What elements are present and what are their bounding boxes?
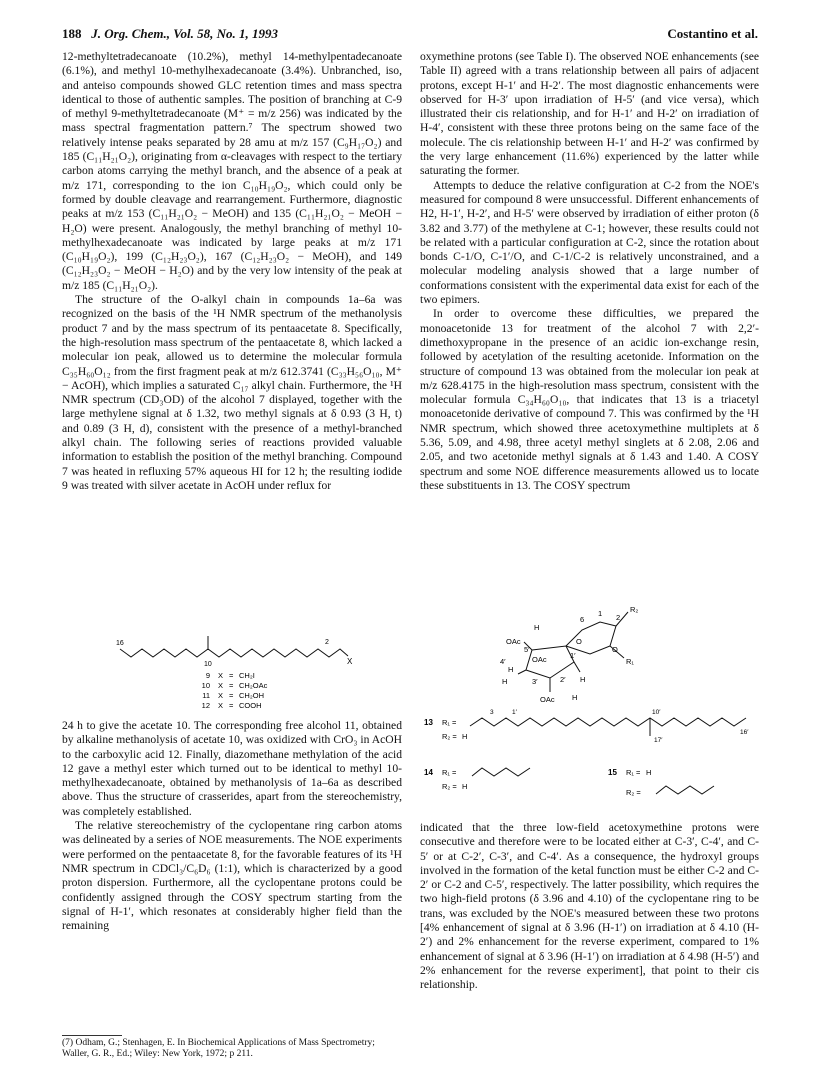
ring-label: R₂ <box>630 605 639 614</box>
ring-label: 2′ <box>560 675 566 684</box>
cmpd-num-10: 10 <box>201 681 210 690</box>
ring-label: 3′ <box>532 677 538 686</box>
cmpd-eq-10: = <box>229 681 234 690</box>
cmpd14-r2-value: H <box>462 782 468 791</box>
journal-citation: J. Org. Chem., Vol. 58, No. 1, 1993 <box>91 26 278 41</box>
left-column-top <box>62 50 402 493</box>
cmpd-eq-12: = <box>229 701 234 710</box>
paragraph: Attempts to deduce the relative configuration at C-2 from the NOE's measured for compound 8 were unsuccessful. Different enhancements of H2, H-1′, H-2′, and H-5′ were observed by irradiation of either proton (δ 3.82 and 3.77) of the methylene at C-1; however, these results could not be related with a particular configuration at C-2, since the rotation about bonds C-1/O, C-1′/O, and C-1/C-2 is relatively unconstrained, and a molecular modeling analysis showed that a large number of conformations consistent with the experimental data exist for each of the two epimers. <box>420 178 759 307</box>
ring-label: H <box>502 677 508 686</box>
left-column-bottom <box>62 719 402 933</box>
paragraph: indicated that the three low-field acetoxymethine protons were consecutive and therefore were to be located either at C-3′, C-4′, and C-5′ or at C-2′, C-3′, and C-4′. As a consequence, the hydroxyl groups involved in the formation of the ketal function must be either C-2 and C-2′ or C-2 and C-5′, respectively. The latter possibility, which requires the two high-field protons (δ 3.96 and 4.10) of the cyclopentane ring to be trans, was excluded by the NOE's measured between these two protons [4% enhancement of signal at δ 3.96 (H-1′) on irradiation at δ 4.10 (H-2′) and 2% enhancement for the reverse experiment, compared to 1% enhancement of signal at δ 3.96 (H-1′) on irradiation at δ 4.98 (H-5′) and 2% enhancement for the reverse experiment], that point to their cis relationship. <box>420 821 759 992</box>
cmpd15-number: 15 <box>608 768 617 777</box>
ring-label: 5′ <box>524 645 530 654</box>
cmpd-group-9: CH₂I <box>239 671 255 680</box>
cmpd14-r2: R₂ = <box>442 782 457 791</box>
paragraph: oxymethine protons (see Table I). The observed NOE enhancements (see Table II) agreed with a trans relationship between all pairs of adjacent protons, except H-1′ and H-2′. The most diagnostic enhancements were observed for H-3′ upon irradiation of H-5′ (and vice versa), which illustrated their cis relationship, and for H-1′ and H-2′ on irradiation of H-4′, consistent with these three protons being on the same face of the molecule. The cis relationship between H-1′ and H-2′ was confirmed by the very large enhancement (11.6%) experienced by the latter while saturating the former. <box>420 50 759 178</box>
running-header <box>62 26 758 44</box>
cmpd-num-11: 11 <box>202 691 210 700</box>
cmpd-x-9: X <box>218 671 224 680</box>
ring-label: 6 <box>580 615 585 624</box>
cmpd15-substituent <box>656 786 714 794</box>
paragraph: 24 h to give the acetate 10. The corresponding free alcohol 11, obtained by alkaline methanolysis of acetate 10, was oxidized with CrO₃ in AcOH to the carboxylic acid 12. Finally, diazomethane methylation of the acid 12 gave a methyl ester which turned out to be identical to methyl 10-methylhexadecanoate, obtained by methanolysis of 1a–6a as described above. Thus the structure of crasserides, apart from the stereochemistry, was completely established. <box>62 719 402 818</box>
cmpd-eq-9: = <box>229 671 234 680</box>
cmpd14-substituent <box>472 768 530 776</box>
x-label: X <box>347 657 353 666</box>
footnote: (7) Odham, G.; Stenhagen, E. In Biochemical Applications of Mass Spectrometry; Waller, G. R., Ed.; Wiley: New York, 1972; p 211. <box>62 1038 375 1059</box>
locant-10: 10 <box>204 661 212 668</box>
ring-label: O <box>576 637 582 646</box>
cmpd-group-10: CH₂OAc <box>239 681 268 690</box>
ring-label: H <box>534 623 540 632</box>
ring-label: OAc <box>506 637 521 646</box>
cmpd-eq-11: = <box>229 691 234 700</box>
locant-2: 2 <box>325 639 329 646</box>
cmpd-group-11: CH₂OH <box>239 691 264 700</box>
locant: 16′ <box>740 729 749 736</box>
footnote-rule <box>62 1035 122 1036</box>
paragraph: The structure of the O-alkyl chain in compounds 1a–6a was recognized on the basis of the ¹H NMR spectrum of the methanolysis product 7 and by the mass spectrum of its pentaacetate 8. Specifically, the high-resolution mass spectrum of the pentaacetate 8, which lacked a molecular ion peak, allowed us to determine the molecular formula C₃₅H₆₀O₁₂ from the first fragment peak at m/z 612.3741 (C₃₃H₅₆O₁₀, M⁺ − AcOH), which implies a saturated C₁₇ alkyl chain. Furthermore, the ¹H NMR spectrum (CD₃OD) of the alcohol 7 displayed, together with the large methylene signal at δ 1.32, two methyl signals at δ 0.93 (3 H, t) and 0.89 (3 H, d), consistent with the presence of a methyl-branched alkyl chain. The following series of reactions provided valuable information to establish the position of the methyl branching. Compound 7 was heated in refluxing 57% aqueous HI for 12 h; the resulting iodide 9 was treated with silver acetate in AcOH under reflux for <box>62 293 402 492</box>
ring-label: O <box>612 645 618 654</box>
paragraph: In order to overcome these difficulties, we prepared the monoacetonide 13 for treatment of the alcohol 7 with 2,2′-dimethoxypropane in the presence of an acidic ion-exchange resin, followed by acetylation of the resulting acetonide. Information on the structure of compound 13 was obtained from the molecular ion peak at m/z 628.4175 in the high-resolution mass spectrum, consistent with the molecular formula C₃₄H₆₀O₁₀, that indicates that 13 is a triacetyl monoacetonide derivative of compound 7. This was confirmed by the ¹H NMR spectrum, which showed three acetoxymethine multiplets at δ 5.36, 5.09, and 4.98, three acetyl methyl singlets at δ 2.08, 2.06 and 2.05, and two acetonide methyl signals at δ 1.43 and 1.40. A COSY spectrum and some NOE difference measurements allowed us to locate these substituents in 13. The COSY spectrum <box>420 307 759 492</box>
bond <box>518 670 526 674</box>
cmpd14-number: 14 <box>424 768 433 777</box>
alkyl-chain-bond <box>120 649 348 657</box>
bond <box>574 662 580 672</box>
ring-label: OAc <box>540 695 555 704</box>
locant: 10′ <box>652 709 661 716</box>
locant: 3 <box>490 709 494 716</box>
cmpd13-number: 13 <box>424 718 433 727</box>
ring-label: H <box>508 665 514 674</box>
ring-label: 1′ <box>570 651 576 660</box>
cmpd13-r1: R₁ = <box>442 718 457 727</box>
header-authors: Costantino et al. <box>667 26 758 41</box>
cmpd-x-10: X <box>218 681 224 690</box>
ring-label: H <box>580 675 586 684</box>
right-column-bottom <box>420 821 759 993</box>
ring-label: 4′ <box>500 657 506 666</box>
page-number: 188 <box>62 26 82 41</box>
ring-label: 2 <box>616 613 621 622</box>
scheme-alkyl-chain <box>100 634 400 716</box>
right-column-top <box>420 50 759 493</box>
ring-label: 1 <box>598 609 603 618</box>
scheme-acetonide-structure <box>420 600 759 818</box>
cmpd13-chain <box>470 718 746 726</box>
cmpd15-r1-value: H <box>646 768 652 777</box>
dioxane-ring <box>566 622 616 654</box>
cmpd13-r2: R₂ = <box>442 732 457 741</box>
locant-16: 16 <box>116 640 124 647</box>
paragraph: 12-methyltetradecanoate (10.2%), methyl 14-methylpentadecanoate (6.1%), and methyl 10-methylhexadecanoate (3.4%). Unbranched, iso, and anteiso compounds showed GLC retention times and mass spectra identical to those of authentic samples. The position of branching at C-9 of methyl 9-methyltetradecanoate (M⁺ = m/z 256) was indicated by the mass spectral fragmentation pattern.⁷ The spectrum showed two relatively intense peaks separated by 28 amu at m/z 157 (C₉H₁₇O₂) and 185 (C₁₁H₂₁O₂), originating from α-cleavages with respect to the tertiary carbon atoms carrying the methyl branch, and the absence of a peak at m/z 171, corresponding to the ion C₁₀H₁₉O₂, which could only be formed by double cleavage and rearrangement. Furthermore, diagnostic peaks at m/z 153 (C₁₁H₂₁O₂ − MeOH) and 135 (C₁₁H₂₁O₂ − MeOH − H₂O) were present. Analogously, the methyl branching of methyl 10-methylhexadecanoate was indicated by large peaks at m/z 171 (C₁₀H₁₉O₂), 199 (C₁₂H₂₃O₂), 167 (C₁₂H₂₃O₂ − MeOH), and 149 (C₁₂H₂₃O₂ − MeOH − H₂O) and by the very low intensity of the peak at m/z 185 (C₁₁H₂₁O₂). <box>62 50 402 292</box>
cmpd14-r1: R₁ = <box>442 768 457 777</box>
header-left <box>62 26 278 42</box>
cmpd15-r1: R₁ = <box>626 768 641 777</box>
locant: 1′ <box>512 709 517 716</box>
cmpd-num-12: 12 <box>201 701 210 710</box>
cmpd13-r2-value: H <box>462 732 468 741</box>
cmpd-x-12: X <box>218 701 224 710</box>
cmpd-num-9: 9 <box>205 671 210 680</box>
cmpd-group-12: COOH <box>239 701 262 710</box>
ring-label: H <box>572 693 578 702</box>
ring-label: R₁ <box>626 657 634 666</box>
cmpd-x-11: X <box>218 691 224 700</box>
locant: 17′ <box>654 737 663 744</box>
paragraph: The relative stereochemistry of the cyclopentane ring carbon atoms was delineated by a series of NOE measurements. The NOE experiments were performed on the pentaacetate 8, for the favorable features of its ¹H NMR spectrum in CDCl₃/C₆D₆ (1:1), which is characterized by a good proton dispersion. Furthermore, all the cyclopentane protons could be confidently assigned through the COSY spectrum starting from the signal of H-1′, which resonates at considerably higher field than the remaining <box>62 819 402 933</box>
cmpd15-r2: R₂ = <box>626 788 641 797</box>
ring-label: OAc <box>532 655 547 664</box>
